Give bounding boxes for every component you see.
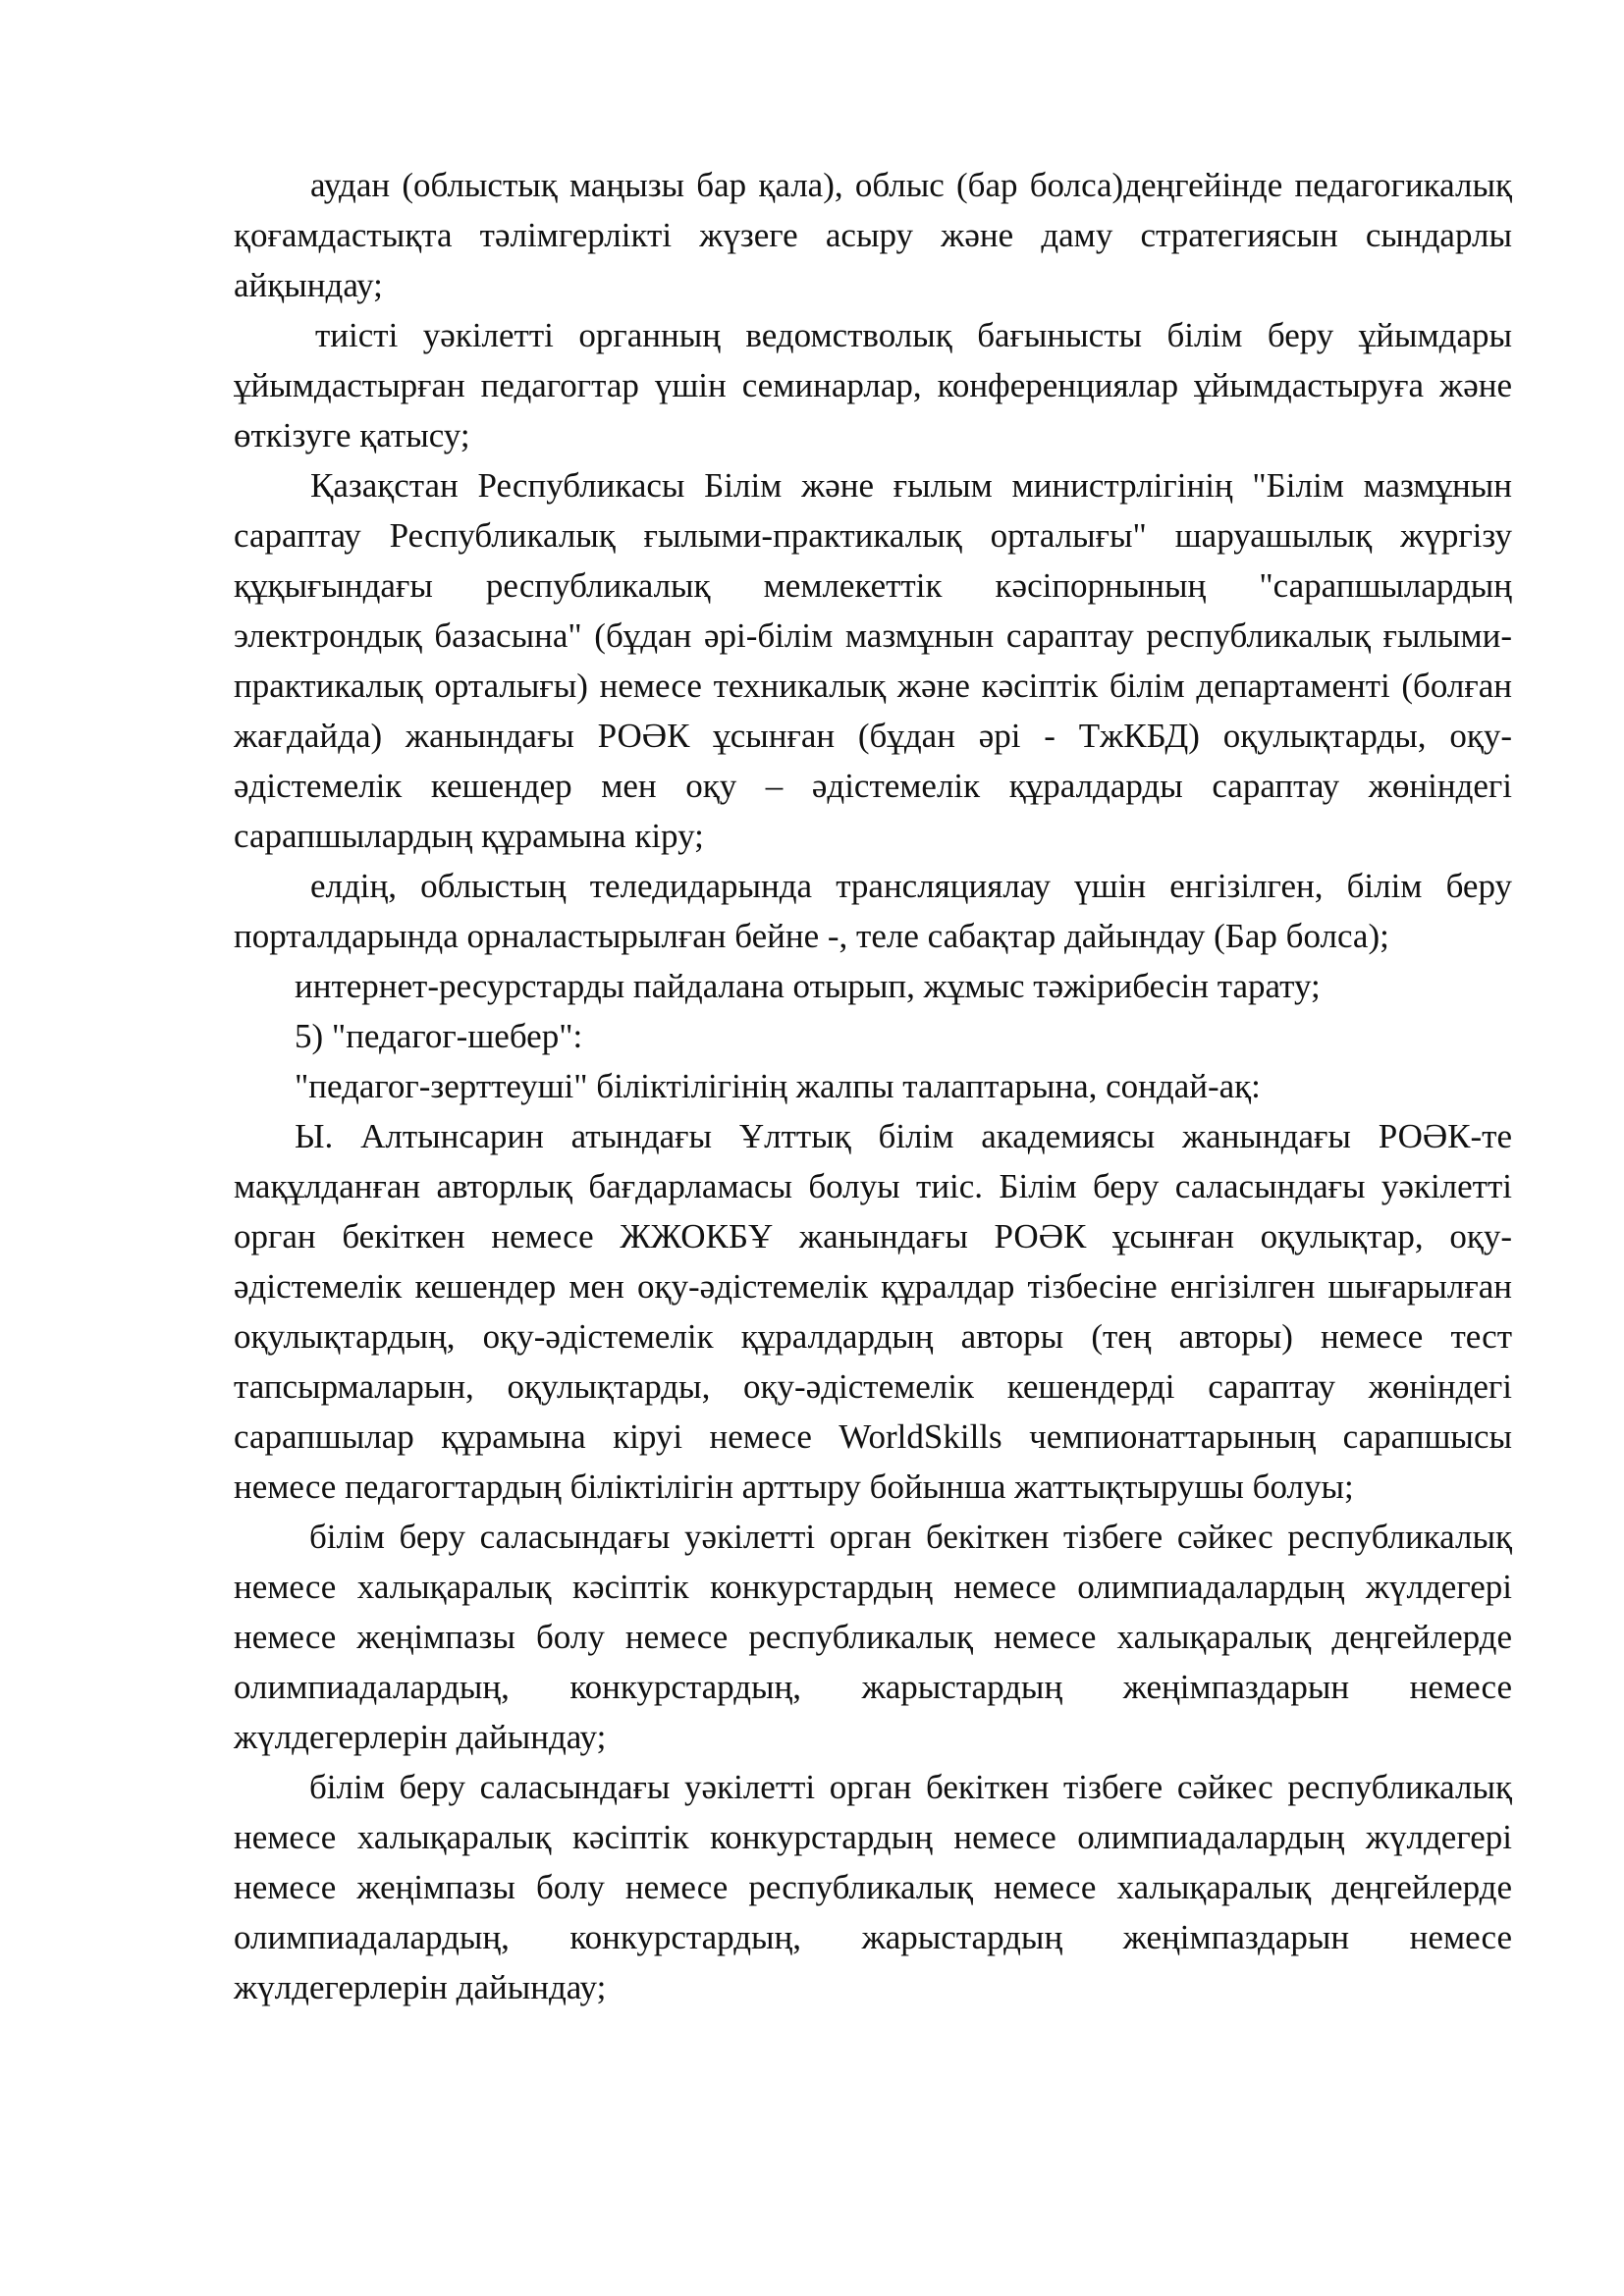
paragraph-seminars-participation: тиісті уәкілетті органның ведомстволық бағынысты білім беру ұйымдары ұйымдастырған педагогтар үшін семинарлар, конференциялар ұйымдастыруға және өткізуге қатысу; — [234, 316, 1512, 454]
paragraph-author-program: Ы. Алтынсарин атындағы Ұлттық білім академиясы жанындағы РОӘК-те мақұлданған авторлық бағдарламасы болуы тиіс. Білім беру саласындағы уәкілетті орган бекіткен немесе ЖЖОКБҰ жанындағы РОӘК ұсынған оқулықтар, оқу-әдістемелік кешендер мен оқу-әдістемелік құралдар тізбесіне енгізілген шығарылған оқулықтардың, оқу-әдістемелік құралдардың авторы (тең авторы) немесе тест тапсырмаларын, оқулықтарды, оқу-әдістемелік кешендерді сараптау жөніндегі сарапшылар құрамына кіруі немесе WorldSkills чемпионаттарының сарапшысы немесе педагогтардың біліктілігін арттыру бойынша жаттықтырушы болуы; — [234, 1117, 1512, 1506]
paragraph-competition-winner-2: білім беру саласындағы уәкілетті орган бекіткен тізбеге сәйкес республикалық немесе халықаралық кәсіптік конкурстардың немесе олимпиадалардың жүлдегері немесе жеңімпазы болу немесе республикалық немесе халықаралық деңгейлерде олимпиадалардың, конкурстардың, жарыстардың жеңімпаздарын немесе жүлдегерлерін дайындау; — [234, 1768, 1512, 2006]
paragraph-video-lessons: елдің, облыстың теледидарында трансляциялау үшін енгізілген, білім беру порталдарында орналастырылған бейне -, теле сабақтар дайындау (Бар болса); — [234, 867, 1512, 955]
paragraph-master-teacher-heading: 5) "педагог-шебер": — [295, 1017, 583, 1055]
paragraph-researcher-requirements: "педагог-зерттеуші" біліктілігінің жалпы талаптарына, сондай-ақ: — [295, 1067, 1261, 1105]
paragraph-mentoring-strategy: аудан (облыстық маңызы бар қала), облыс (бар болса)деңгейінде педагогикалық қоғамдастықта тәлімгерлікті жүзеге асыру және даму стратегиясын сындарлы айқындау; — [234, 166, 1512, 304]
paragraph-competition-winner-1: білім беру саласындағы уәкілетті орган бекіткен тізбеге сәйкес республикалық немесе халықаралық кәсіптік конкурстардың немесе олимпиадалардың жүлдегері немесе жеңімпазы болу немесе республикалық немесе халықаралық деңгейлерде олимпиадалардың, конкурстардың, жарыстардың жеңімпаздарын немесе жүлдегерлерін дайындау; — [234, 1518, 1512, 1756]
paragraph-internet-resources: интернет-ресурстарды пайдалана отырып, жұмыс тәжірибесін тарату; — [295, 967, 1321, 1005]
paragraph-expert-database: Қазақстан Республикасы Білім және ғылым министрлігінің "Білім мазмұнын сараптау Республикалық ғылыми-практикалық орталығы" шаруашылық жүргізу құқығындағы республикалық мемлекеттік кәсіпорнының "сарапшылардың электрондық базасына" (бұдан әрі-білім мазмұнын сараптау республикалық ғылыми-практикалық орталығы) немесе техникалық және кәсіптік білім департаменті (болған жағдайда) жанындағы РОӘК ұсынған (бұдан әрі - ТжКБД) оқулықтарды, оқу-әдістемелік кешендер мен оқу – әдістемелік құралдарды сараптау жөніндегі сарапшылардың құрамына кіру; — [234, 466, 1512, 855]
document-body — [234, 160, 1512, 2012]
